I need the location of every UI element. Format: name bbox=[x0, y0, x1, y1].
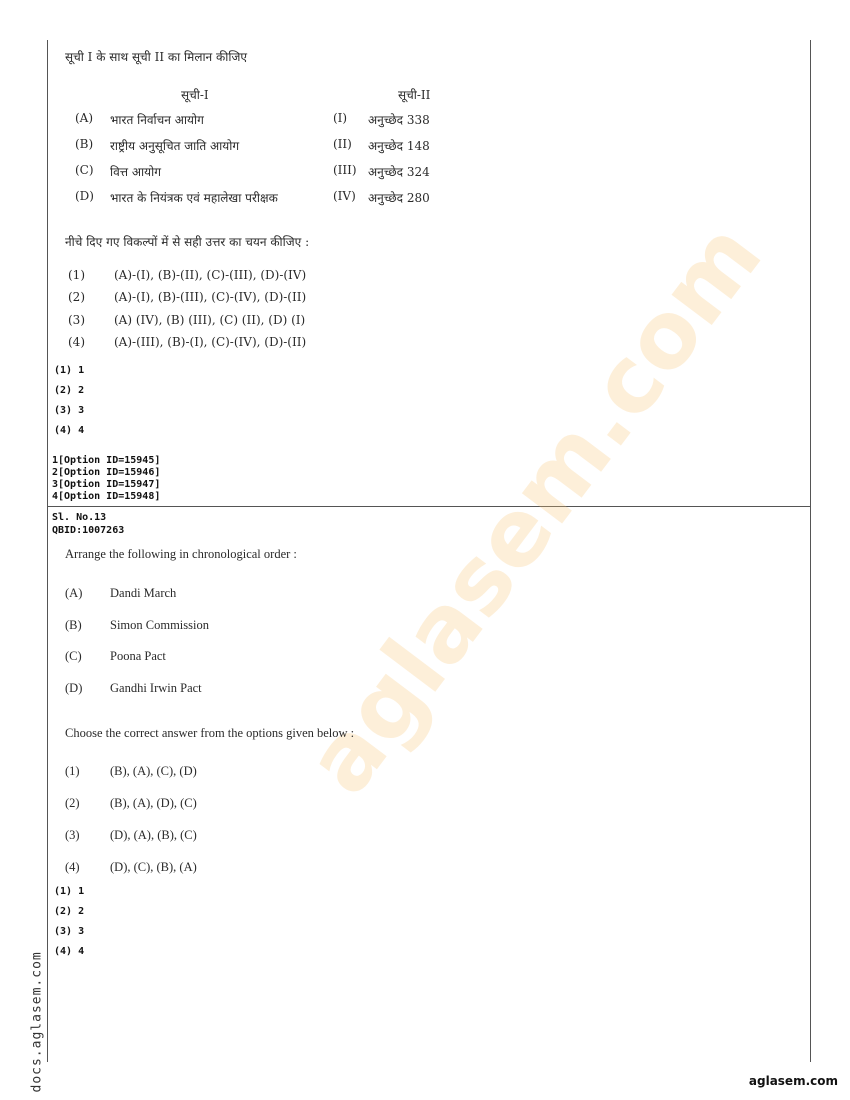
list2-label: (III) bbox=[333, 163, 357, 177]
list1-text: भारत के नियंत्रक एवं महालेखा परीक्षक bbox=[110, 191, 278, 205]
list1-header: सूची-I bbox=[181, 88, 209, 102]
q13-option-text: (B), (A), (D), (C) bbox=[110, 796, 197, 810]
list2-header: सूची-II bbox=[398, 88, 431, 102]
q13-item-text: Gandhi Irwin Pact bbox=[110, 681, 202, 695]
list1-label: (D) bbox=[75, 189, 94, 203]
q12-option-text: (A)-(I), (B)-(III), (C)-(IV), (D)-(II) bbox=[114, 290, 307, 304]
q13-item-text: Simon Commission bbox=[110, 618, 209, 632]
q12-answer-item: (2) 2 bbox=[54, 385, 85, 396]
footer-brand: aglasem.com bbox=[748, 1074, 838, 1088]
q13-answer-item: (3) 3 bbox=[54, 926, 85, 937]
q13-option-text: (B), (A), (C), (D) bbox=[110, 764, 197, 778]
q13-item-label: (D) bbox=[65, 681, 83, 695]
q13-option-num: (1) bbox=[65, 764, 80, 778]
list1-label: (B) bbox=[75, 137, 94, 151]
option-id: 3[Option ID=15947] bbox=[52, 479, 161, 490]
watermark: aglasem.com bbox=[285, 203, 783, 814]
q13-answer-item: (4) 4 bbox=[54, 946, 85, 957]
list1-label: (A) bbox=[75, 111, 94, 125]
q13-instruction: Arrange the following in chronological order : bbox=[65, 547, 297, 561]
list2-text: अनुच्छेद 324 bbox=[368, 165, 430, 179]
q13-qbid: QBID:1007263 bbox=[52, 525, 125, 536]
q12-choose-text: नीचे दिए गए विकल्पों में से सही उत्तर का चयन कीजिए : bbox=[65, 235, 310, 249]
question-divider bbox=[47, 506, 811, 507]
list2-text: अनुच्छेद 338 bbox=[368, 113, 430, 127]
q13-item-text: Poona Pact bbox=[110, 649, 166, 663]
q12-instruction: सूची I के साथ सूची II का मिलान कीजिए bbox=[65, 50, 248, 64]
list1-label: (C) bbox=[75, 163, 94, 177]
q12-answer-item: (4) 4 bbox=[54, 425, 85, 436]
list1-text: वित्त आयोग bbox=[110, 165, 161, 179]
option-id: 1[Option ID=15945] bbox=[52, 455, 161, 466]
list2-label: (IV) bbox=[333, 189, 356, 203]
q12-option-text: (A)-(I), (B)-(II), (C)-(III), (D)-(IV) bbox=[114, 268, 307, 282]
q13-item-label: (C) bbox=[65, 649, 82, 663]
q12-option-num: (2) bbox=[68, 290, 85, 304]
q13-option-num: (3) bbox=[65, 828, 80, 842]
q12-answer-item: (1) 1 bbox=[54, 365, 85, 376]
list2-text: अनुच्छेद 280 bbox=[368, 191, 430, 205]
option-id: 4[Option ID=15948] bbox=[52, 491, 161, 502]
list2-label: (I) bbox=[333, 111, 348, 125]
q13-option-text: (D), (A), (B), (C) bbox=[110, 828, 197, 842]
q12-answer-item: (3) 3 bbox=[54, 405, 85, 416]
q13-option-num: (2) bbox=[65, 796, 80, 810]
q13-answer-item: (1) 1 bbox=[54, 886, 85, 897]
list2-label: (II) bbox=[333, 137, 352, 151]
q12-option-num: (3) bbox=[68, 313, 85, 327]
list1-text: भारत निर्वाचन आयोग bbox=[110, 113, 204, 127]
q12-option-num: (4) bbox=[68, 335, 85, 349]
q13-item-label: (A) bbox=[65, 586, 83, 600]
q12-option-text: (A) (IV), (B) (III), (C) (II), (D) (I) bbox=[114, 313, 306, 327]
list2-text: अनुच्छेद 148 bbox=[368, 139, 430, 153]
q12-option-num: (1) bbox=[68, 268, 85, 282]
q13-sl-no: Sl. No.13 bbox=[52, 512, 107, 523]
list1-text: राष्ट्रीय अनुसूचित जाति आयोग bbox=[110, 139, 240, 153]
option-id: 2[Option ID=15946] bbox=[52, 467, 161, 478]
left-border bbox=[47, 40, 48, 1062]
q12-option-text: (A)-(III), (B)-(I), (C)-(IV), (D)-(II) bbox=[114, 335, 307, 349]
q13-option-text: (D), (C), (B), (A) bbox=[110, 860, 197, 874]
q13-choose-text: Choose the correct answer from the options given below : bbox=[65, 726, 355, 740]
q13-answer-item: (2) 2 bbox=[54, 906, 85, 917]
q13-option-num: (4) bbox=[65, 860, 80, 874]
q13-item-text: Dandi March bbox=[110, 586, 177, 600]
q13-item-label: (B) bbox=[65, 618, 82, 632]
right-border bbox=[810, 40, 811, 1062]
side-url: docs.aglasem.com bbox=[29, 951, 45, 1093]
